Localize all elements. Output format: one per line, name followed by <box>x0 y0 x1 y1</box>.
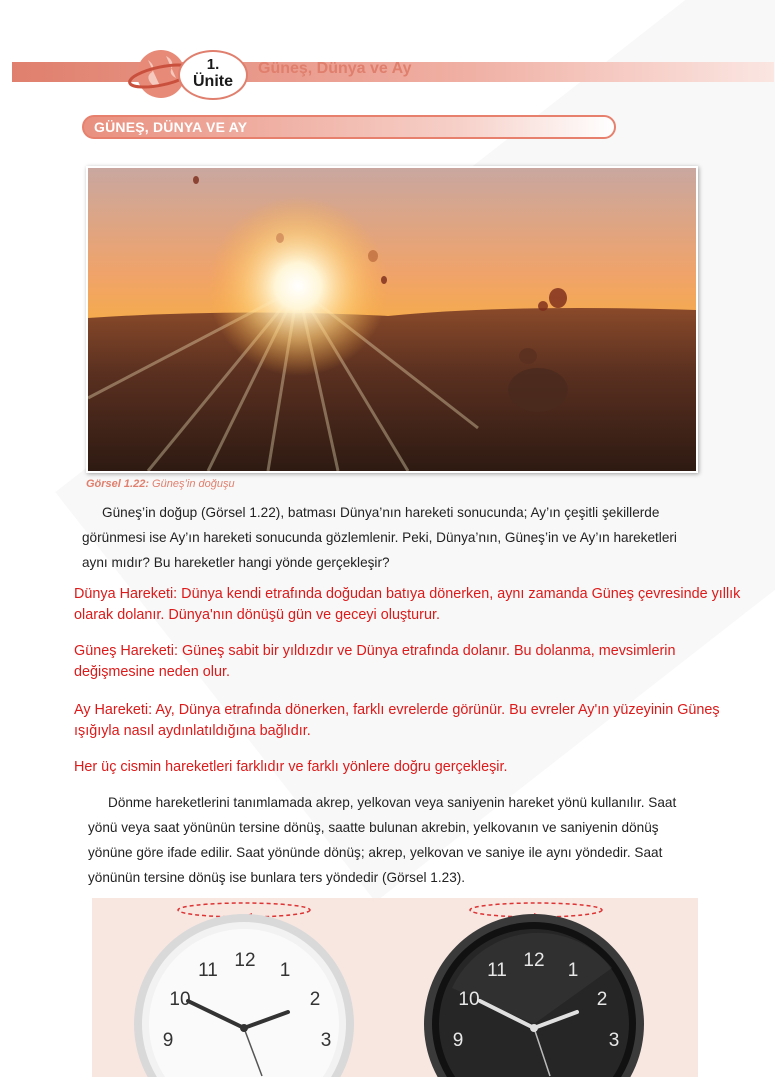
figure-label: Görsel 1.22: <box>86 478 149 490</box>
light-clock-num-3: 3 <box>320 1030 332 1051</box>
figure-caption <box>86 478 235 490</box>
unit-number: 1. <box>206 56 220 73</box>
unit-badge <box>178 50 248 100</box>
figure-caption-text: Güneş’in doğuşu <box>148 478 235 490</box>
dark-clock <box>424 914 644 1077</box>
dark-clock-num-9: 9 <box>452 1030 464 1051</box>
light-clock-num-9: 9 <box>162 1030 174 1051</box>
light-clock-num-2: 2 <box>309 989 321 1010</box>
chapter-title: Güneş, Dünya ve Ay <box>258 60 412 77</box>
rotation-text: Dönme hareketlerini tanımlamada akrep, yelkovan veya saniyenin hareket yönü kullanılır. Saat yönü veya saat yönünün tersine dönüş, saatte bulunan akrebin, yelkovanın ve saniyenin dönüş yönüne göre ifade edilir. Saat yönünde dönüş; akrep, yelkovan ve saniye ile aynı yöndedir. Saat yönünün tersine dönüş ise bunlara ters yöndedir (Görsel 1.23). <box>88 795 677 885</box>
section-title: GÜNEŞ, DÜNYA VE AY <box>94 119 248 135</box>
dark-clock-num-11: 11 <box>487 960 507 981</box>
dark-clock-num-1: 1 <box>567 960 579 981</box>
unit-label: Ünite <box>193 73 233 90</box>
section-banner <box>82 115 616 139</box>
sunrise-photo <box>86 166 698 473</box>
light-clock-num-10: 10 <box>169 989 191 1010</box>
light-clock <box>134 914 354 1077</box>
dark-clock-num-12: 12 <box>523 950 545 971</box>
dark-clock-num-10: 10 <box>458 989 480 1010</box>
clocks-figure <box>92 898 698 1077</box>
intro-paragraph <box>82 500 694 575</box>
answer-moon-motion: Ay Hareketi: Ay, Dünya etrafında dönerken, farklı evrelerde görünür. Bu evreler Ay'ın yüzeyinin Güneş ışığıyla nasıl aydınlatıldığına bağlıdır. <box>74 702 720 739</box>
answer-sun-motion: Güneş Hareketi: Güneş sabit bir yıldızdır ve Dünya etrafında dolanır. Bu dolanma, mevsimlerin değişmesine neden olur. <box>74 643 676 680</box>
answer-summary: Her üç cismin hareketleri farklıdır ve farklı yönlere doğru gerçekleşir. <box>74 759 508 775</box>
intro-text: Güneş’in doğup (Görsel 1.22), batması Dünya’nın hareketi sonucunda; Ay’ın çeşitli şekillerde görünmesi ise Ay’ın hareketi sonucunda gözlemlenir. Peki, Dünya’nın, Güneş’in ve Ay’ın hareketleri aynı mıdır? Bu hareketler hangi yönde gerçekleşir? <box>82 505 677 570</box>
light-clock-num-11: 11 <box>198 960 218 981</box>
light-clock-num-12: 12 <box>234 950 256 971</box>
dark-clock-num-2: 2 <box>596 989 608 1010</box>
rotation-paragraph <box>88 790 700 890</box>
dark-clock-num-3: 3 <box>608 1030 620 1051</box>
light-clock-num-1: 1 <box>279 960 291 981</box>
answer-earth-motion: Dünya Hareketi: Dünya kendi etrafında doğudan batıya dönerken, aynı zamanda Güneş çevresinde yıllık olarak dolanır. Dünya'nın dönüşü gün ve geceyi oluşturur. <box>74 586 741 623</box>
